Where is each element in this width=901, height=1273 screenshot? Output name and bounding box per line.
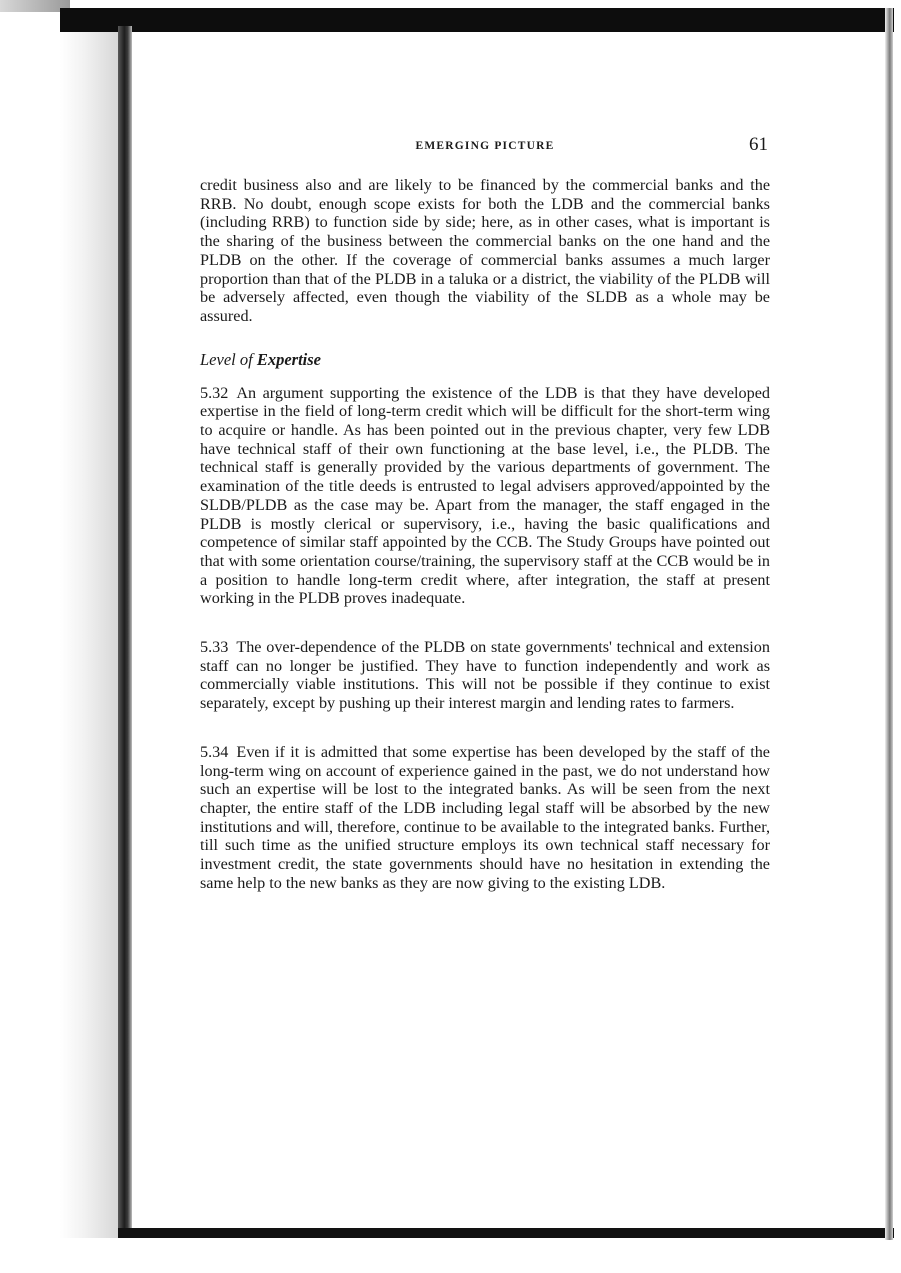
running-head xyxy=(200,132,770,162)
book-page xyxy=(200,132,770,923)
paragraph-5-33 xyxy=(200,638,770,713)
running-title: EMERGING PICTURE xyxy=(415,140,555,152)
scan-edge-bottom xyxy=(118,1228,894,1238)
paragraph-text: Even if it is admitted that some expertise has been developed by the staff of the long-term wing on account of experience gained in the past, we do not understand how such an expertise will be lost to the integrated banks. As will be seen from the next chapter, the entire staff of the LDB including legal staff will be absorbed by the new institutions and will, therefore, continue to be available to the integrated banks. Further, till such time as the unified structure employs its own technical staff necessary for investment credit, the state governments should have no hesitation in extending the same help to the new banks as they are now giving to the existing LDB. xyxy=(200,742,770,892)
paragraph-number: 5.32 xyxy=(200,383,229,402)
scan-edge-left xyxy=(118,26,132,1238)
section-heading xyxy=(200,350,770,370)
section-heading-plain: Level of xyxy=(200,349,257,369)
paragraph-number: 5.34 xyxy=(200,742,229,761)
paragraph-5-34 xyxy=(200,743,770,893)
scan-edge-top xyxy=(60,8,894,32)
paragraph-text: An argument supporting the existence of the LDB is that they have developed expertise in the field of long-term credit which will be difficult for the short-term wing to acquire or handle. As has been pointed out in the previous chapter, very few LDB have technical staff of their own functioning at the base level, i.e., the PLDB. The technical staff is generally provided by the various departments of government. The examination of the title deeds is entrusted to legal advisers approved/appointed by the SLDB/PLDB as the case may be. Apart from the manager, the staff engaged in the PLDB is mostly clerical or supervisory, i.e., having the basic qualifications and competence of similar staff appointed by the CCB. The Study Groups have pointed out that with some orientation course/training, the supervisory staff at the CCB would be in a position to handle long-term credit where, after integration, the staff at present working in the PLDB proves inadequate. xyxy=(200,383,770,608)
scan-edge-right xyxy=(885,8,893,1240)
continuation-paragraph: credit business also and are likely to be financed by the commercial banks and the RRB. No doubt, enough scope exists for both the LDB and the commercial banks (including RRB) to function side by side; here, as in other cases, what is important is the sharing of the business between the commercial banks on the one hand and the PLDB on the other. If the coverage of commercial banks assumes a much larger proportion than that of the PLDB in a taluka or a district, the viability of the PLDB will be adversely affected, even though the viability of the SLDB as a whole may be assured. xyxy=(200,176,770,325)
scan-gutter-shadow xyxy=(60,14,120,1238)
paragraph-5-32 xyxy=(200,384,770,608)
paragraph-number: 5.33 xyxy=(200,638,229,657)
page-number: 61 xyxy=(749,134,768,155)
paragraph-text: The over-dependence of the PLDB on state governments' technical and extension staff can no longer be justified. They have to function independently and work as commercially viable institutions. This will not be possible if they continue to exist separately, except by pushing up their interest margin and lending rates to farmers. xyxy=(200,638,770,713)
section-heading-bold: Expertise xyxy=(256,349,321,369)
